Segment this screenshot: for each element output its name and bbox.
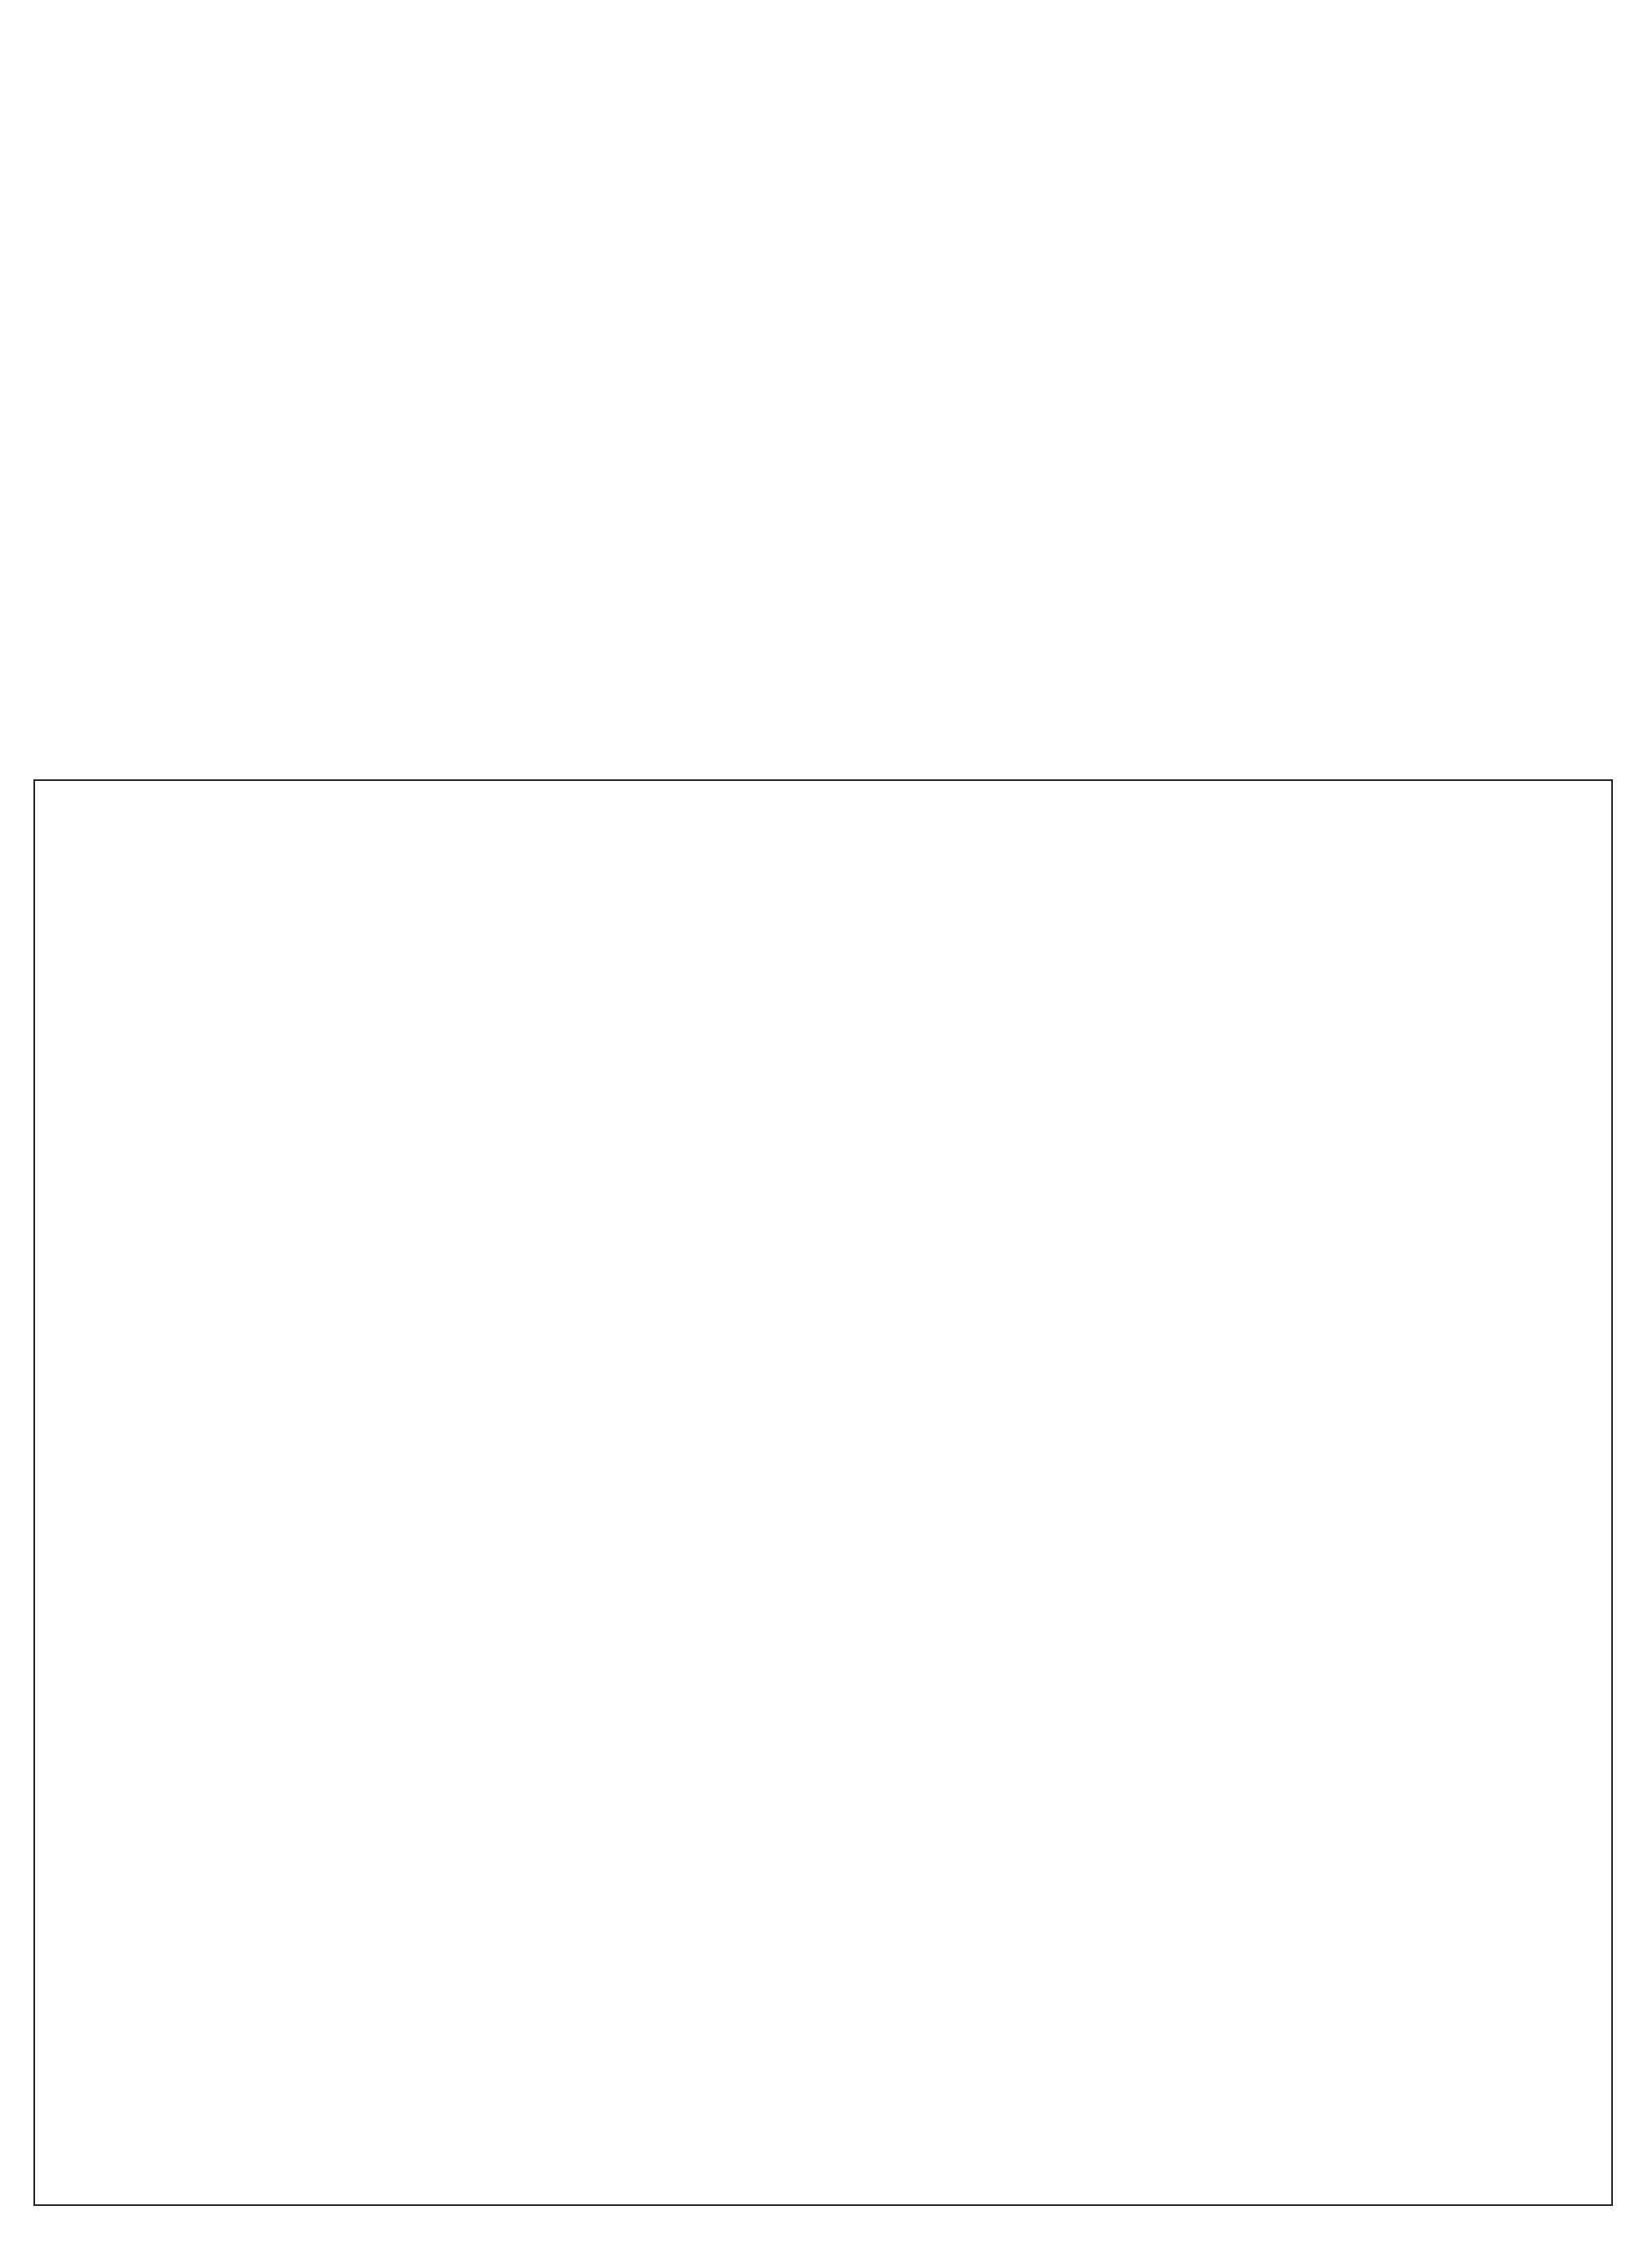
example-circumstances-box <box>33 779 1613 2206</box>
